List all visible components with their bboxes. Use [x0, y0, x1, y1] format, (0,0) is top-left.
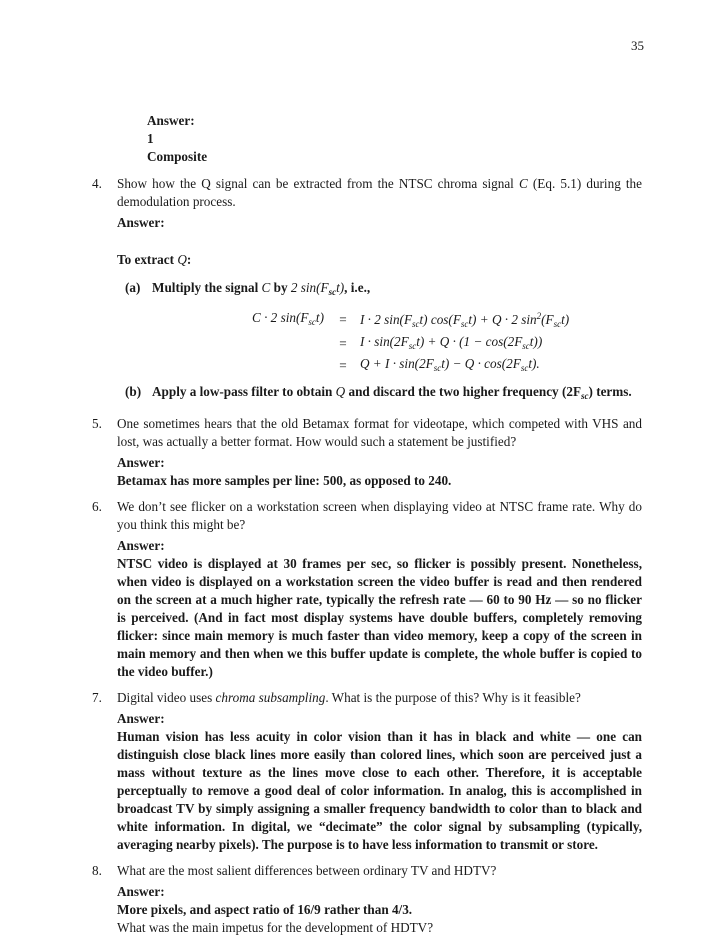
- question-text: Digital video uses chroma subsampling. What is the purpose of this? Why is it feasible?: [117, 690, 581, 705]
- question-7: [90, 689, 642, 854]
- step-b: (b) Apply a low-pass filter to obtain Q and discard the two higher frequency $(2F_{sc})$ terms.: [125, 384, 632, 401]
- question-5: [90, 415, 642, 490]
- equation-array: [252, 307, 569, 377]
- extract-heading: To extract Q:: [117, 252, 192, 267]
- question-text: What are the most salient differences between ordinary TV and HDTV?: [117, 863, 497, 878]
- answer-line: 1: [147, 131, 154, 146]
- equation-row: = $I \cdot \sin(2F_{sc}t) + Q \cdot (1 - \cos(2F_{sc}t))$: [339, 334, 543, 351]
- answer-label: Answer:: [117, 884, 165, 899]
- question-number: 4.: [92, 176, 102, 191]
- question-text: One sometimes hears that the old Betamax format for videotape, which competed with VHS and lost, was actually a better format. How would such a statement be justified?: [117, 416, 642, 449]
- step-label: (b): [125, 384, 142, 399]
- question-text: We don’t see flicker on a workstation screen when displaying video at NTSC frame rate. Why do you think this might be?: [117, 499, 642, 532]
- equation-row: C · 2 $\sin(F_{sc}t)$ = I · 2 $\sin(F_{sc}t) \cos(F_{sc}t) + Q \cdot 2$ $\sin^2(F_{sc}t)$: [252, 310, 570, 329]
- answer-text: NTSC video is displayed at 30 frames per sec, so flicker is possibly present. Nonetheless, when video is displayed on a workstation screen the video buffer is read and then rendered on the screen at a much higher rate, typically the refresh rate — 60 to 90 Hz — so no flicker is perceived. (And in fact most display systems have double buffers, completely removing flicker: since main memory is much faster than video memory, keep a copy of the screen in main memory and then when we this buffer update is complete, the whole buffer is copied to the video buffer.): [117, 556, 642, 679]
- step-a: (a) Multiply the signal C by 2 $\sin(F_{sc}t)$, i.e.,: [125, 280, 371, 297]
- question-number: 7.: [92, 690, 102, 705]
- page-number: 35: [631, 38, 644, 53]
- question-6: [90, 498, 642, 681]
- step-label: (a): [125, 280, 141, 295]
- followup-question: What was the main impetus for the development of HDTV?: [117, 920, 434, 935]
- page-content: [90, 112, 642, 937]
- answer-label: Answer:: [147, 113, 195, 128]
- answer-text: Human vision has less acuity in color vision than it has in black and white — one can distinguish close black lines more easily than colored lines, which soon are perceived just a mass without texture as the lines move close to each other. Therefore, it is acceptable perceptually to remove a good deal of color information. In analog, this is accomplished in broadcast TV by simply assigning a smaller frequency bandwidth to color than to black and white information. In digital, we “decimate” the color signal by subsampling (typically, averaging nearby pixels). The purpose is to have less information to transmit or store.: [117, 729, 642, 852]
- question-number: 5.: [92, 416, 102, 431]
- answer-text: More pixels, and aspect ratio of 16/9 rather than 4/3.: [117, 902, 413, 917]
- question-text: Show how the Q signal can be extracted from the NTSC chroma signal C (Eq. 5.1) during the demodulation process.: [117, 176, 643, 209]
- question-number: 6.: [92, 499, 102, 514]
- answer-line: Composite: [147, 149, 208, 164]
- intro-answer: [147, 112, 642, 166]
- equation-row: = $Q + I \cdot \sin(2F_{sc}t) - Q \cdot \cos(2F_{sc}t)$.: [339, 356, 540, 373]
- question-8: [90, 862, 642, 937]
- answer-text: Betamax has more samples per line: 500, as opposed to 240.: [117, 473, 452, 488]
- answer-label: Answer:: [117, 711, 165, 726]
- answer-label: Answer:: [117, 538, 165, 553]
- answer-label: Answer:: [117, 215, 165, 230]
- question-number: 8.: [92, 863, 102, 878]
- answer-label: Answer:: [117, 455, 165, 470]
- question-4: [90, 175, 642, 405]
